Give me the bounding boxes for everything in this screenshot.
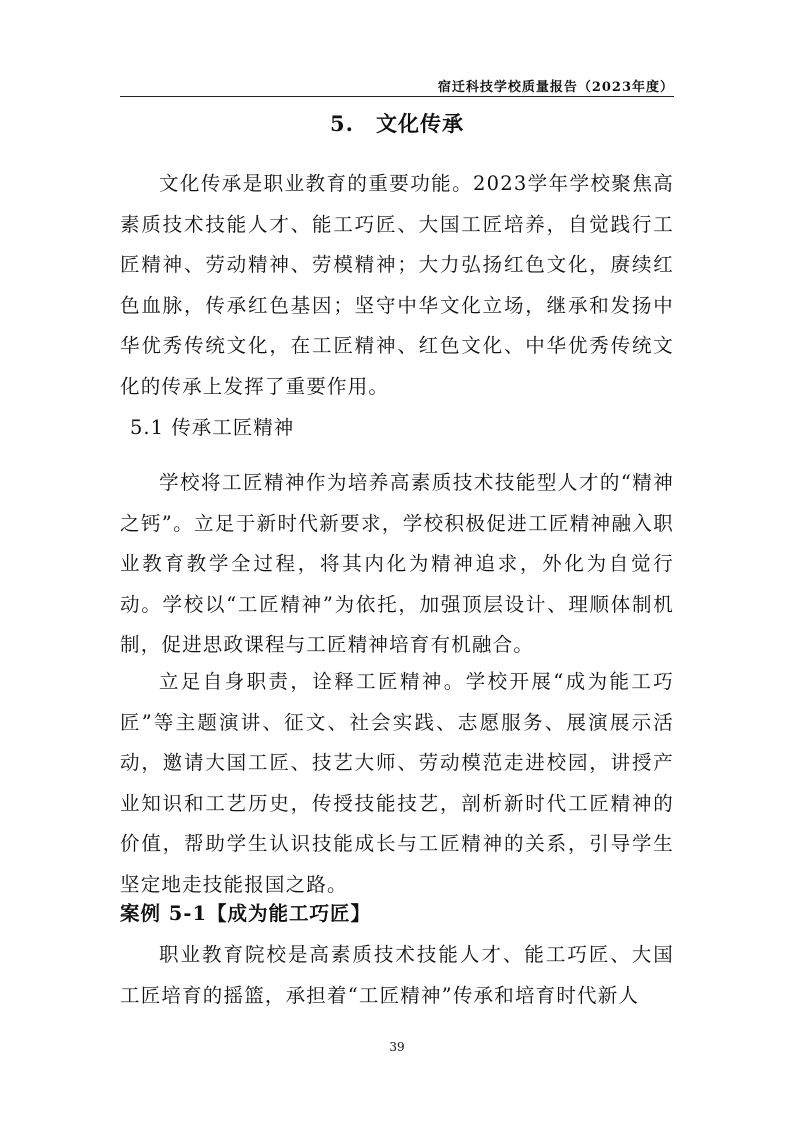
section-number: 5. — [330, 111, 354, 136]
paragraph-case-intro: 职业教育院校是高素质技术技能人才、能工巧匠、大国工匠培育的摇篮，承担着“工匠精神”传承和培育时代新人 — [120, 943, 674, 1007]
subsection-heading: 5.1 传承工匠精神 — [130, 416, 295, 439]
paragraph-craftsman-2: 立足自身职责，诠释工匠精神。学校开展“成为能工巧匠”等主题演讲、征文、社会实践、志愿服务、展演展示活动，邀请大国工匠、技艺大师、劳动模范走进校园，讲授产业知识和工艺历史，传授技能技艺，剖析新时代工匠精神的价值，帮助学生认识技能成长与工匠精神的关系，引导学生坚定地走技能报国之路。 — [120, 670, 674, 896]
paragraph-craftsman-1: 学校将工匠精神作为培养高素质技术技能型人才的“精神之钙”。立足于新时代新要求，学校积极促进工匠精神融入职业教育教学全过程，将其内化为精神追求，外化为自觉行动。学校以“工匠精神”为依托，加强顶层设计、理顺体制机制，促进思政课程与工匠精神培育有机融合。 — [120, 471, 674, 656]
case-heading: 案例 5-1【成为能工巧匠】 — [120, 902, 372, 925]
page-header-title: 宿迁科技学校质量报告（2023年度） — [437, 80, 674, 95]
header-divider — [120, 96, 674, 97]
paragraph-intro: 文化传承是职业教育的重要功能。2023学年学校聚焦高素质技术技能人才、能工巧匠、大国工匠培养，自觉践行工匠精神、劳动精神、劳模精神；大力弘扬红色文化，赓续红色血脉，传承红色基因；坚守中华文化立场，继承和发扬中华优秀传统文化，在工匠精神、红色文化、中华优秀传统文化的传承上发挥了重要作用。 — [120, 172, 674, 398]
section-title — [0, 108, 794, 138]
page-number: 39 — [389, 1040, 405, 1054]
section-title-text: 文化传承 — [375, 111, 464, 136]
